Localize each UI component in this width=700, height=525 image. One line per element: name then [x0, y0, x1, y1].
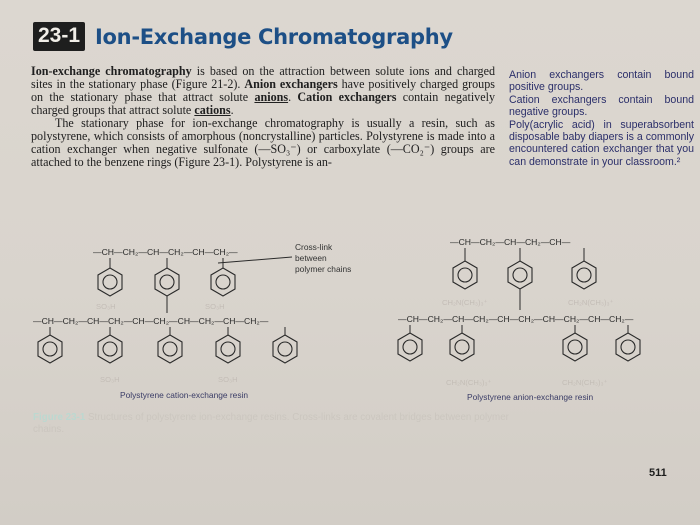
- section-number: 23-1: [33, 22, 85, 51]
- body-text: [31, 65, 495, 169]
- benzene-ring: [98, 327, 122, 363]
- figure-caption: [33, 412, 513, 436]
- sulfonic-group: SO₃H: [205, 302, 225, 311]
- benzene-ring: [398, 325, 422, 361]
- crosslink-label-3: polymer chains: [295, 264, 352, 274]
- page-number: 511: [649, 467, 667, 479]
- ammonium-group: CH₂N(CH₃)₃⁺: [446, 378, 492, 387]
- caption-text: Structures of polystyrene ion-exchange resins. Cross-links are covalent bridges between polymer chains.: [33, 412, 509, 435]
- sulfonic-group: SO₃H: [96, 302, 116, 311]
- paragraph-1: [31, 65, 495, 117]
- term-cations: cations: [194, 103, 231, 117]
- benzene-ring: [616, 325, 640, 361]
- sulfonic-group: SO₃H: [218, 375, 238, 384]
- p1-text-3: .: [288, 90, 298, 104]
- benzene-ring: [216, 327, 240, 363]
- p1-text-2: have positively charged groups on the stationary phase that attract solute: [31, 77, 495, 104]
- right-bottom-chain: —CH—CH₂—CH—CH₂—CH—CH₂—CH—CH₂—CH—CH₂—: [398, 314, 634, 324]
- margin-note-cation: Cation exchangers contain bound negative groups.: [509, 93, 694, 119]
- section-heading: [33, 22, 453, 51]
- margin-note-anion: Anion exchangers contain bound positive groups.: [509, 69, 694, 94]
- benzene-ring: [508, 248, 532, 310]
- ammonium-group: CH₂N(CH₃)₃⁺: [442, 298, 488, 307]
- left-bottom-chain: —CH—CH₂—CH—CH₂—CH—CH₂—CH—CH₂—CH—CH₂—: [33, 316, 269, 326]
- benzene-ring: [563, 325, 587, 361]
- crosslink-label-1: Cross-link: [295, 242, 333, 252]
- benzene-ring: [450, 325, 474, 361]
- term-ion-exchange: Ion-exchange chromatography: [31, 64, 192, 78]
- margin-note: [509, 69, 694, 168]
- anion-resin-label: Polystyrene anion-exchange resin: [467, 392, 594, 402]
- right-top-chain: —CH—CH₂—CH—CH₂—CH—: [450, 237, 571, 247]
- cation-resin-label: Polystyrene cation-exchange resin: [120, 390, 249, 400]
- crosslink-label-2: between: [295, 253, 327, 263]
- benzene-ring: [155, 258, 179, 313]
- resin-structure-figure: [0, 225, 700, 410]
- p1-text-1: is based on the attraction between solute ions and charged sites in the stationary phase (Figure 21-2).: [31, 64, 495, 91]
- ammonium-group: CH₂N(CH₃)₃⁺: [568, 298, 614, 307]
- figure-number: Figure 23-1: [33, 412, 86, 423]
- benzene-ring: [273, 327, 297, 363]
- margin-note-diapers: Poly(acrylic acid) in superabsorbent disposable baby diapers is a commonly encountered cation exchanger that you can demonstrate in your classroom.²: [509, 118, 694, 168]
- benzene-ring: [98, 258, 122, 296]
- p1-text-4: contain negatively charged groups that attract solute: [31, 90, 495, 117]
- left-top-chain: —CH—CH₂—CH—CH₂—CH—CH₂—: [93, 247, 238, 257]
- benzene-ring: [572, 248, 596, 289]
- ammonium-group: CH₂N(CH₃)₃⁺: [562, 378, 608, 387]
- p1-text-5: .: [230, 103, 234, 117]
- paragraph-2: The stationary phase for ion-exchange chromatography is usually a resin, such as polystyrene, which consists of amorphous (noncrystalline) particles. Polystyrene is made into a cation exchanger when negative sulfonate (—SO₃⁻) or carboxylate (—CO₂⁻) groups are attached to the benzene rings (Figure 23-1). Polystyrene is an-: [31, 116, 495, 169]
- section-title: Ion-Exchange Chromatography: [95, 24, 453, 49]
- term-anion-exchangers: Anion exchangers: [244, 77, 338, 91]
- term-anions: anions: [254, 90, 289, 104]
- benzene-ring: [158, 327, 182, 363]
- crosslink-pointer: [218, 257, 292, 263]
- sulfonic-group: SO₃H: [100, 375, 120, 384]
- benzene-ring: [453, 248, 477, 289]
- benzene-ring: [38, 327, 62, 363]
- benzene-ring: [211, 258, 235, 296]
- term-cation-exchangers: Cation exchangers: [297, 90, 397, 104]
